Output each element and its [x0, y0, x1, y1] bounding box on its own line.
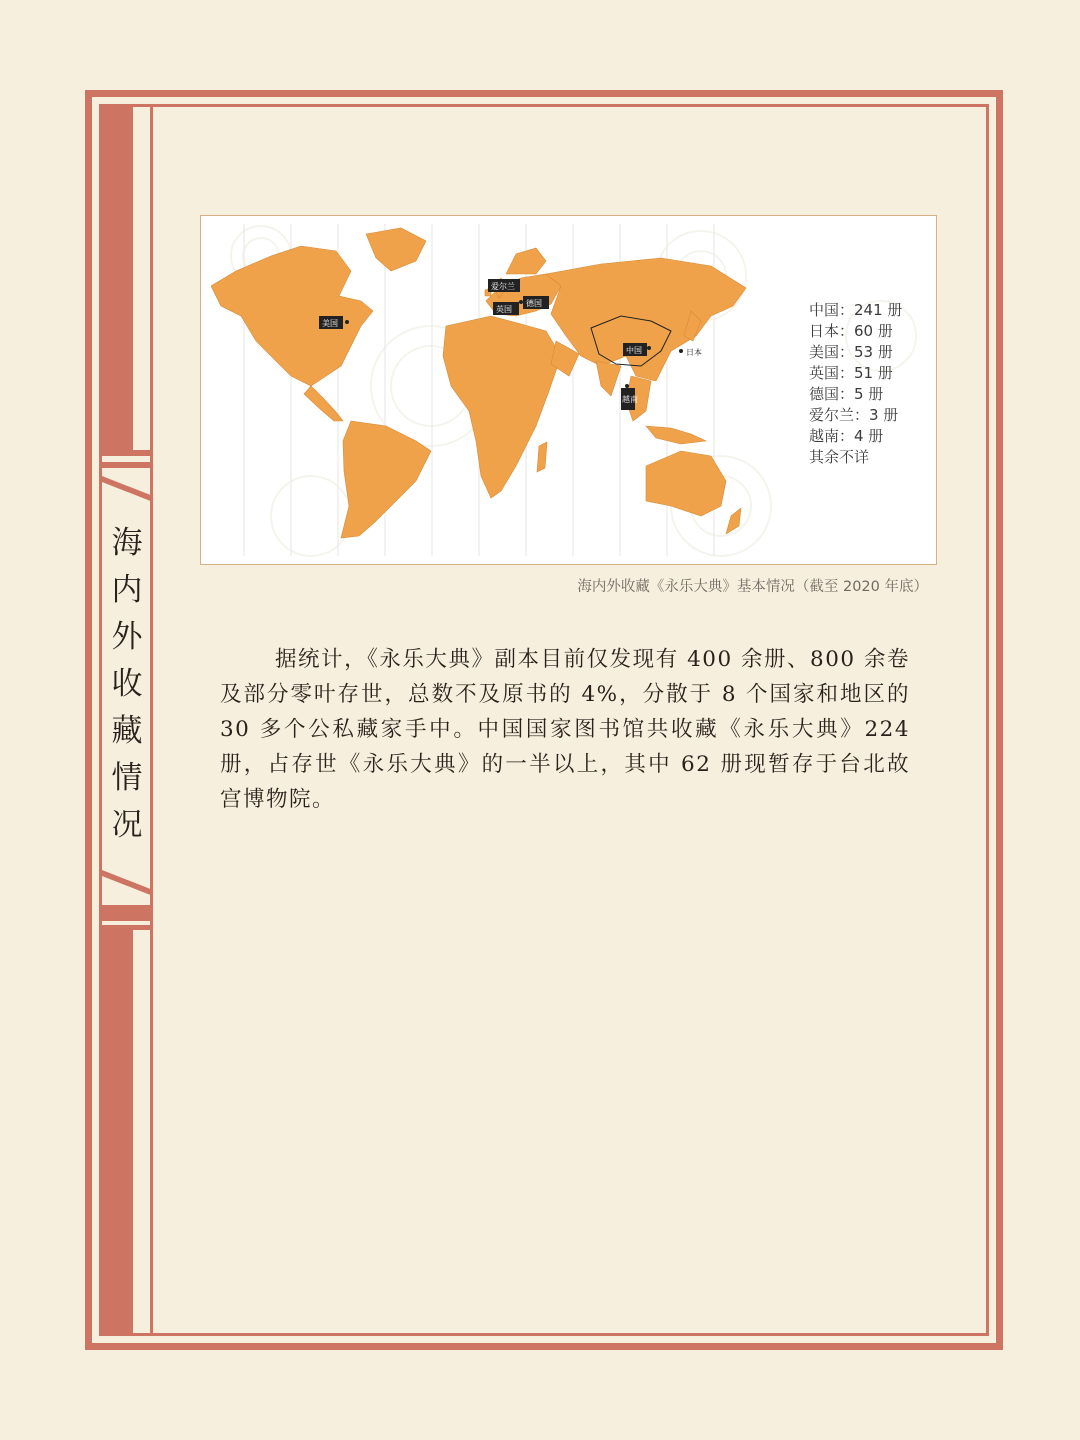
section-title-char: 况 — [111, 807, 143, 843]
pin-uk — [493, 302, 519, 315]
world-map-figure — [200, 215, 937, 565]
section-title-char: 内 — [111, 572, 143, 608]
section-title-char: 外 — [111, 619, 143, 655]
legend-item: 英国：51 册 — [809, 364, 893, 382]
pin-label: 英国 — [496, 305, 512, 314]
legend-item: 日本：60 册 — [809, 322, 893, 340]
pin-ireland — [488, 279, 520, 292]
section-title — [104, 520, 150, 849]
legend-item: 爱尔兰：3 册 — [809, 406, 899, 424]
pin-china — [623, 343, 651, 356]
pin-germany — [519, 296, 549, 309]
legend-item: 德国：5 册 — [809, 385, 884, 403]
map-caption: 海内外收藏《永乐大典》基本情况（截至 2020 年底） — [577, 579, 928, 595]
pin-label: 越南 — [622, 395, 638, 404]
legend-item: 其余不详 — [809, 448, 870, 466]
legend-item: 美国：53 册 — [809, 343, 893, 361]
pin-label: 日本 — [686, 348, 702, 357]
section-title-char: 藏 — [111, 713, 143, 749]
section-title-char: 情 — [111, 760, 143, 796]
section-title-char: 收 — [111, 666, 143, 702]
body-paragraph: 据统计，《永乐大典》副本目前仅发现有 400 余册、800 余卷及部分零叶存世，总数不及原书的 4%，分散于 8 个国家和地区的 30 多个公私藏家手中。中国国家图书馆共收藏《永乐大典》224 册，占存世《永乐大典》的一半以上，其中 62 册现暂存于台北故宫博物院。 — [220, 647, 910, 812]
holdings-legend — [809, 300, 902, 468]
pin-label: 美国 — [322, 319, 338, 328]
pin-label: 德国 — [526, 299, 542, 308]
pin-label: 中国 — [626, 346, 642, 355]
legend-item: 越南：4 册 — [809, 427, 884, 445]
pin-label: 爱尔兰 — [491, 282, 515, 291]
pin-japan — [679, 345, 709, 358]
legend-item: 中国：241 册 — [809, 301, 903, 319]
section-title-char: 海 — [111, 525, 143, 561]
